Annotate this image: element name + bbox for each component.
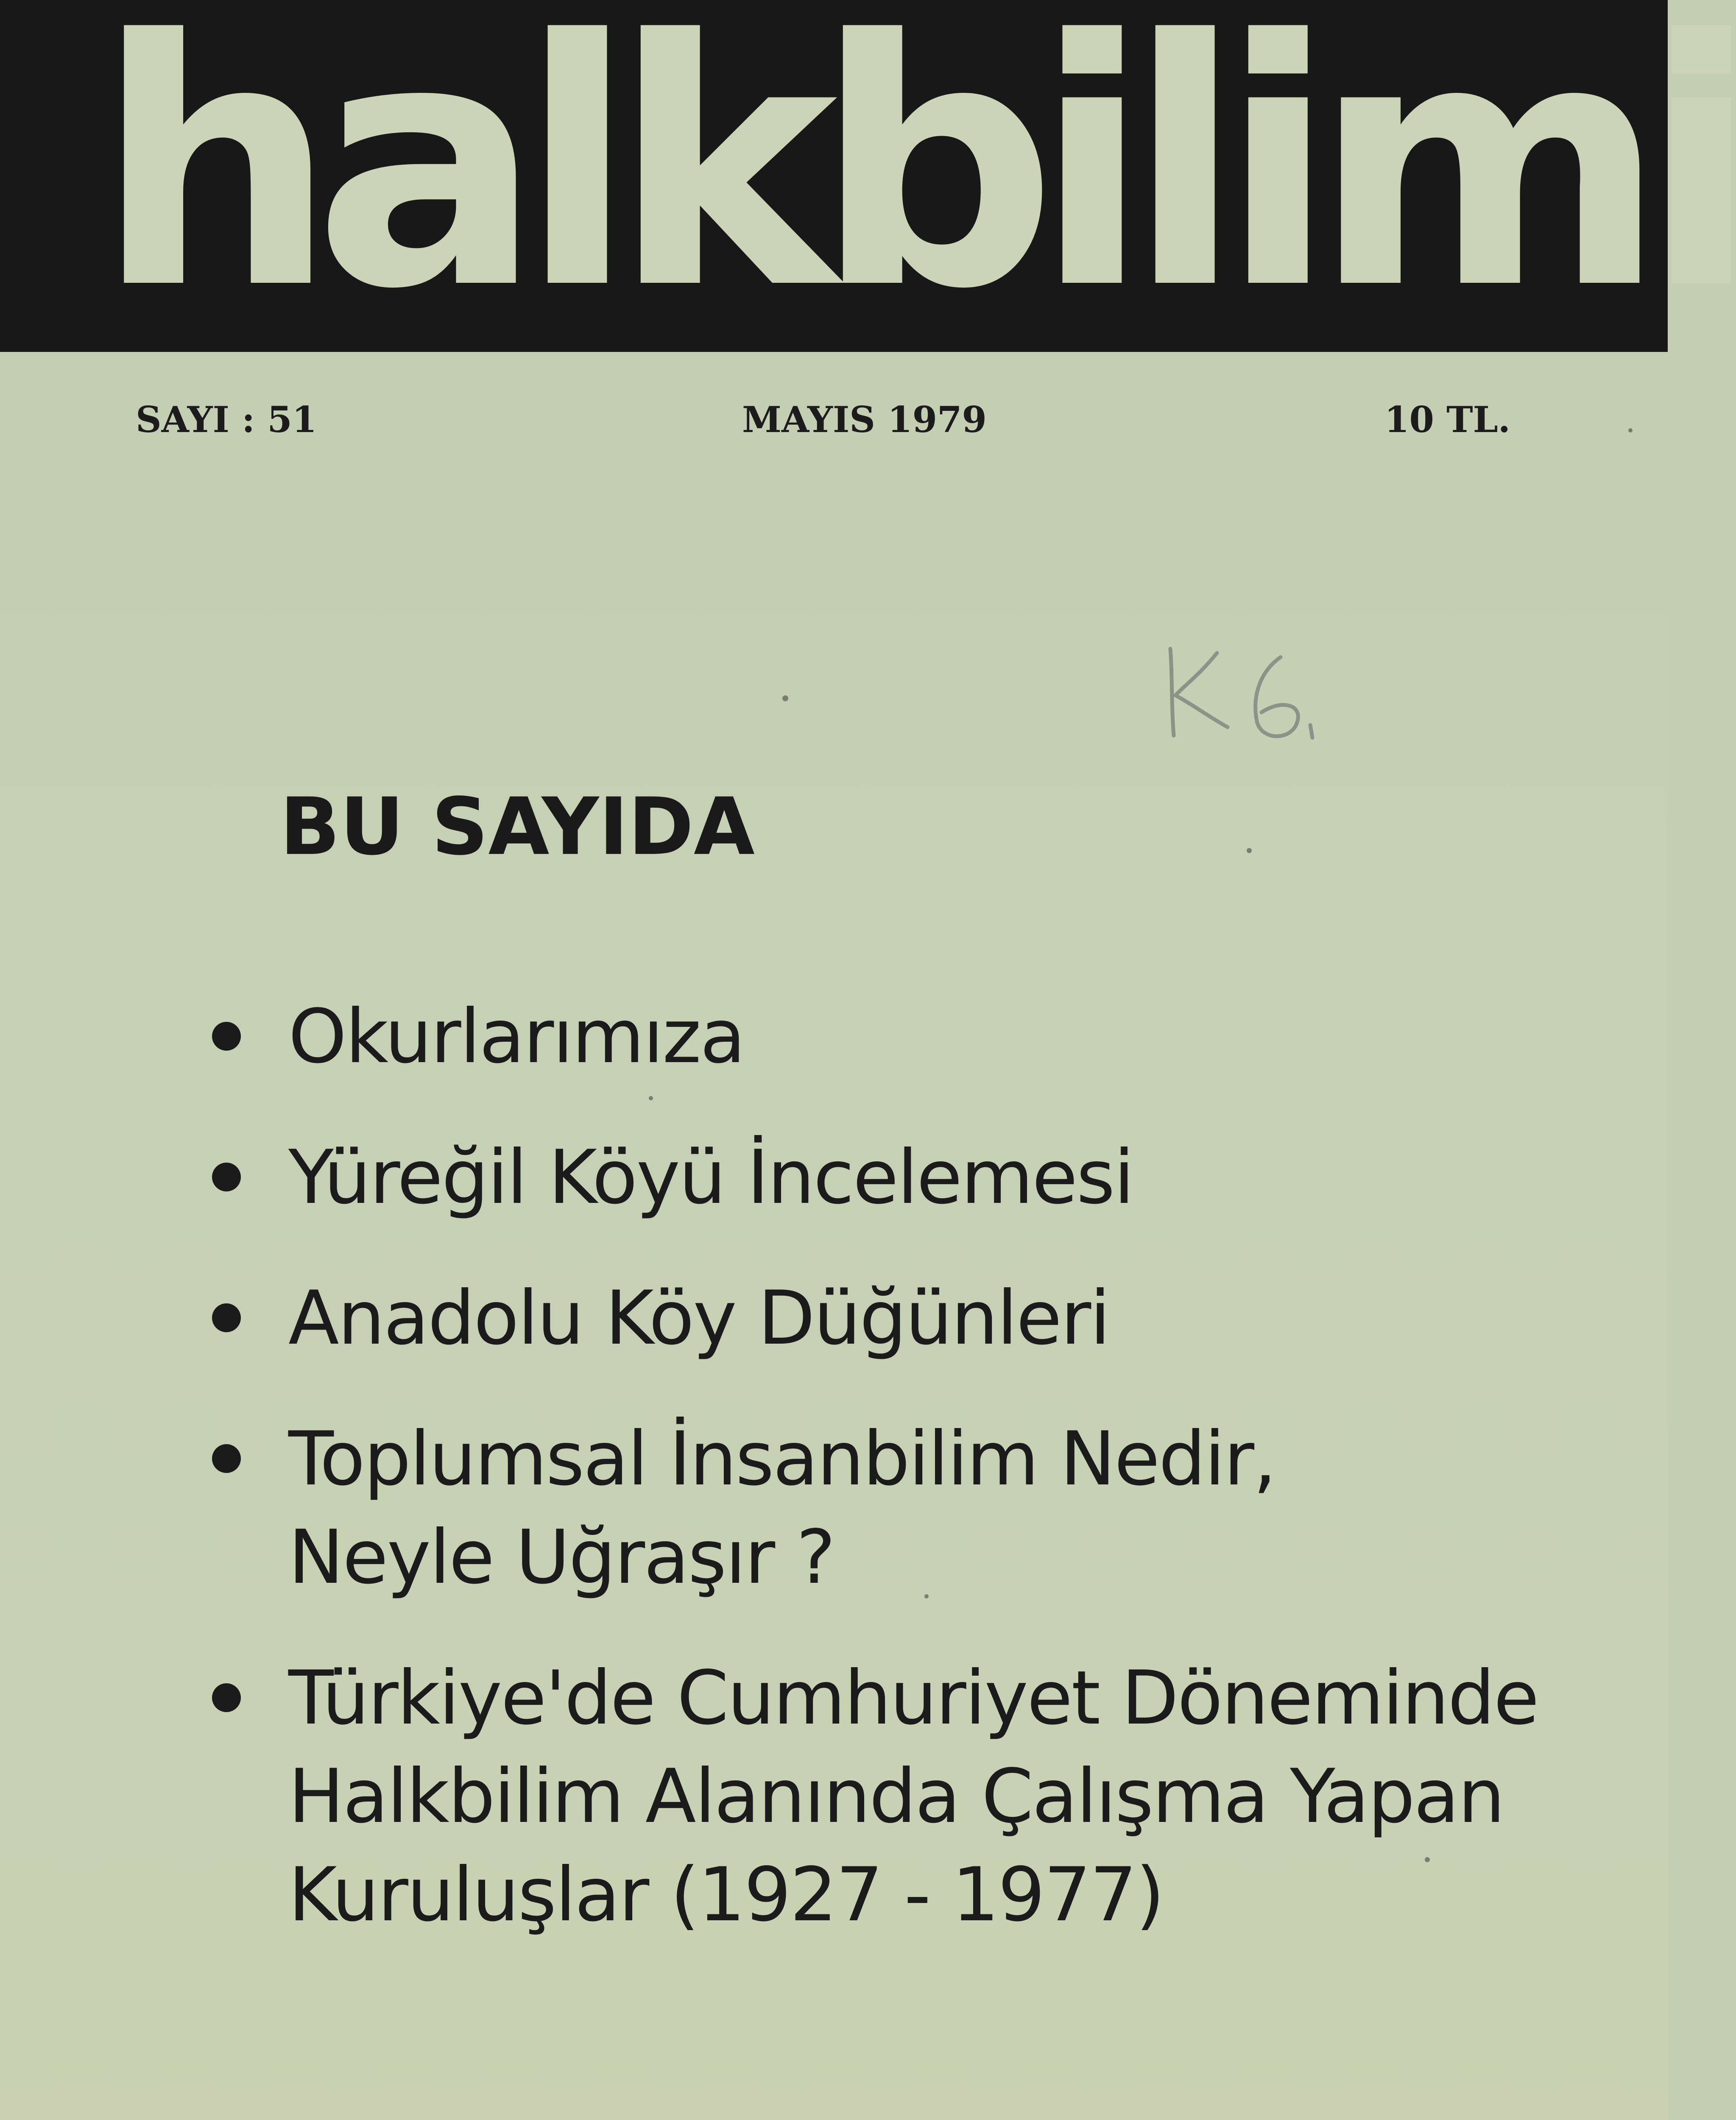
handwritten-mark — [1153, 636, 1323, 755]
issue-date: MAYIS 1979 — [742, 399, 987, 441]
paper-speck — [1425, 1857, 1430, 1862]
contents-item-text: Yüreğil Köyü İncelemesi — [288, 1135, 1133, 1221]
paper-speck — [649, 1096, 653, 1100]
masthead-band — [0, 0, 1736, 363]
contents-item-text: Anadolu Köy Düğünleri — [288, 1275, 1109, 1361]
magazine-title: halkbilimi — [95, 0, 1736, 363]
bullet-icon — [212, 1683, 241, 1712]
contents-item-text: Türkiye'de Cumhuriyet Döneminde Halkbilim Alanında Çalışma Yapan Kuruluşlar (1927 - 1977) — [288, 1655, 1538, 1938]
list-item — [212, 1129, 1569, 1227]
bullet-icon — [212, 1303, 241, 1332]
contents-item-text: Toplumsal İnsanbilim Nedir, Neyle Uğraşır ? — [288, 1416, 1275, 1601]
bullet-icon — [212, 1163, 241, 1191]
contents-list — [212, 988, 1569, 1987]
contents-item-text: Okurlarımıza — [288, 994, 745, 1080]
list-item — [212, 1649, 1569, 1944]
list-item — [212, 988, 1569, 1086]
bullet-icon — [212, 1444, 241, 1473]
list-item — [212, 1269, 1569, 1368]
paper-speck — [1628, 428, 1633, 432]
contents-heading: BU SAYIDA — [280, 781, 755, 873]
paper-speck — [1247, 848, 1252, 853]
issue-price: 10 TL. — [1384, 399, 1510, 441]
issue-number: SAYI : 51 — [136, 399, 317, 441]
bullet-icon — [212, 1022, 241, 1051]
paper-speck — [924, 1594, 929, 1598]
paper-speck — [782, 695, 788, 701]
list-item — [212, 1410, 1569, 1607]
